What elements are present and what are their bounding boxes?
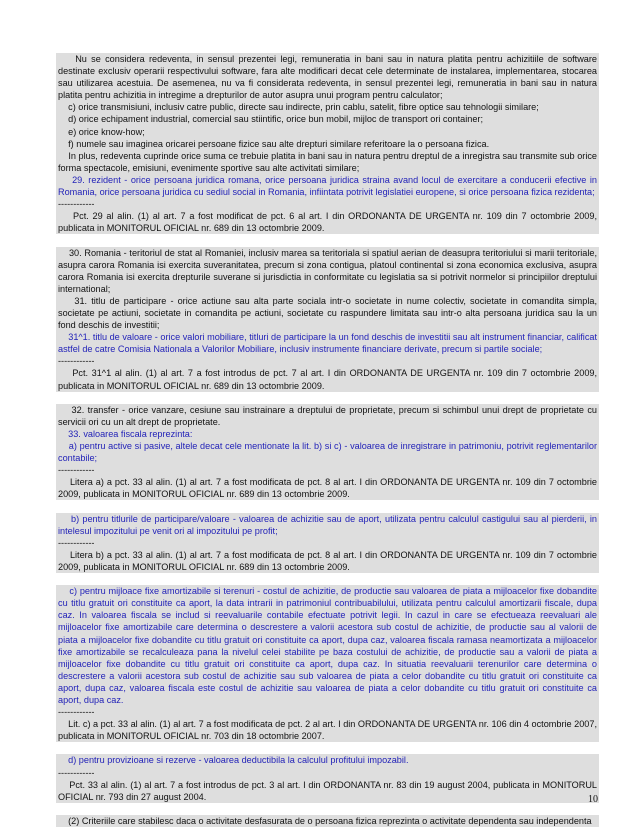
amended-text-block	[56, 331, 599, 355]
text-line: ------------	[58, 767, 95, 778]
text-block	[56, 706, 599, 742]
text-line: Lit. c) a pct. 33 al alin. (1) al art. 7 a fost modificata de pct. 2 al art. I din ORDONANTA DE URGENTA nr. 106 din 4 octombrie 2007, publicata in MONITORUL OFICIAL nr. 703 din 18 octombrie 2007.	[58, 719, 597, 742]
text-line: Pct. 29 al alin. (1) al art. 7 a fost modificat de pct. 6 al art. I din ORDONANTA DE URGENTA nr. 109 din 7 octombrie 2009, publicata in MONITORUL OFICIAL nr. 689 din 13 octombrie 2009.	[58, 211, 597, 234]
text-block	[56, 247, 599, 332]
text-line: 31^1. titlu de valoare - orice valori mobiliare, titluri de participare la un fond deschis de investitii sau alt instrument financiar, calificat astfel de catre Comisia Nationala a Valorilor Mobiliare, inclusiv instrumente financiare derivate, precum si partile sociale;	[58, 332, 597, 355]
text-block	[56, 815, 599, 827]
text-line: 32. transfer - orice vanzare, cesiune sau instrainare a dreptului de proprietate, precum si schimbul unui drept de proprietate cu servicii ori cu un alt drept de proprietate.	[58, 404, 597, 427]
text-block	[56, 767, 599, 803]
paragraph-spacer	[56, 234, 599, 246]
paragraph-spacer	[56, 742, 599, 754]
text-line: (2) Criteriile care stabilesc daca o activitate desfasurata de o persoana fizica reprezinta o activitate dependenta sau independenta	[58, 815, 592, 826]
paragraph-spacer	[56, 500, 599, 512]
text-line: 30. Romania - teritoriul de stat al Romaniei, inclusiv marea sa teritoriala si spatiul aerian de deasupra teritoriului si marii teritoriale, asupra carora Romania isi exercita suveranitatea, precum si zona contigua, platoul continental si zona economica exclusiva, asupra carora Romania isi exercita drepturile suverane si jurisdictia in conformitate cu legislatia sa si potrivit normelor si principiilor dreptului international;	[58, 247, 597, 294]
text-line: ------------	[58, 356, 95, 367]
text-line: d) pentru provizioane si rezerve - valoarea deductibila la calculul profitului impozabil.	[58, 755, 409, 766]
amended-text-block	[56, 754, 599, 766]
text-block	[56, 53, 599, 174]
text-line: Litera b) a pct. 33 al alin. (1) al art. 7 a fost modificata de pct. 8 al art. I din ORDONANTA DE URGENTA nr. 109 din 7 octombrie 2009, publicata in MONITORUL OFICIAL nr. 689 din 13 octombrie 2009.	[58, 549, 597, 572]
text-line: ------------	[58, 707, 95, 718]
text-line: d) orice echipament industrial, comercial sau stiintific, orice bun mobil, mijloc de transport ori container;	[58, 114, 483, 125]
text-line: b) pentru titlurile de participare/valoare - valoarea de achizitie sau de aport, utilizata pentru calculul castigului sau al pierderii, in intelesul impozitului pe venit ori al impozitului pe profit;	[58, 513, 597, 536]
text-block	[56, 537, 599, 573]
text-line: 31. titlu de participare - orice actiune sau alta parte sociala intr-o societate in nume colectiv, societate in comandita simpla, societate pe actiuni, societate in comandita pe actiuni, societate cu raspundere limitata sau intr-o alta persoana juridica sau la un fond deschis de investitii;	[58, 295, 597, 331]
text-line: e) orice know-how;	[58, 126, 145, 137]
text-line: f) numele sau imaginea oricarei persoane fizice sau alte drepturi similare referitoare la o persoana fizica.	[58, 138, 490, 149]
amended-text-block	[56, 585, 599, 706]
text-line: ------------	[58, 465, 95, 476]
text-line: c) orice transmisiuni, inclusiv catre public, directe sau indirecte, prin cablu, satelit, fibre optice sau tehnologii similare;	[58, 102, 539, 113]
text-line: c) pentru mijloace fixe amortizabile si terenuri - costul de achizitie, de productie sau valoarea de piata a mijloacelor fixe dobandite cu titlu gratuit ori constituite ca aport, la data intrarii in patrimoniul contribuabilului, utilizata pentru calculul amortizarii fiscale, dupa caz. In valoarea fiscala se includ si reevaluarile contabile efectuate potrivit legii. In cazul in care se efectueaza reevaluari ale mijloacelor fixe amortizabile care determina o descrestere a valorii acestora sub costul de achizitie, de productie sau al valorii de piata a mijloacelor fixe dobandite cu titlu gratuit ori constituite ca aport, dupa caz, valoarea fiscala ramasa neamortizata a mijloacelor fixe amortizabile se recalculeaza pana la nivelul celei stabilite pe baza costului de achizitie, de productie sau a valorii de piata a mijloacelor fixe dobandite cu titlu gratuit ori constituite ca aport, dupa caz. In situatia reevaluarii terenurilor care determina o descrestere a valorii acestora sub costul de achizitie sau sub valoarea de piata a celor dobandite cu titlu gratuit ori constituite ca aport, dupa caz, valoarea fiscala este costul de achizitie sau valoarea de piata a celor dobandite cu titlu gratuit ori constituite ca aport, dupa caz.	[58, 586, 597, 705]
page-number: 10	[588, 794, 598, 805]
text-block	[56, 355, 599, 391]
text-line: In plus, redeventa cuprinde orice suma ce trebuie platita in bani sau in natura pentru dreptul de a inregistra sau transmite sub orice forma spectacole, emisiuni, evenimente sportive sau alte activitati similare;	[58, 150, 597, 173]
paragraph-spacer	[56, 803, 599, 815]
text-line: 29. rezident - orice persoana juridica romana, orice persoana juridica straina avand locul de exercitare a conducerii efective in Romania, orice persoana juridica cu sediul social in Romania, infiintata potrivit legislatiei europene, si orice persoana fizica rezidenta;	[58, 174, 597, 198]
text-line: 33. valoarea fiscala reprezinta:	[58, 428, 193, 439]
text-line: Litera a) a pct. 33 al alin. (1) al art. 7 a fost modificata de pct. 8 al art. I din ORDONANTA DE URGENTA nr. 109 din 7 octombrie 2009, publicata in MONITORUL OFICIAL nr. 689 din 13 octombrie 2009.	[58, 477, 597, 500]
text-line: ------------	[58, 199, 95, 210]
text-line: a) pentru active si pasive, altele decat cele mentionate la lit. b) si c) - valoarea de inregistrare in patrimoniu, potrivit reglementarilor contabile;	[58, 441, 597, 464]
text-line: ------------	[58, 537, 95, 548]
text-block	[56, 198, 599, 234]
paragraph-spacer	[56, 573, 599, 585]
text-line: Pct. 33 al alin. (1) al art. 7 a fost introdus de pct. 3 al art. I din ORDONANTA nr. 83 din 19 august 2004, publicata in MONITORUL OFICIAL nr. 793 din 27 august 2004.	[58, 779, 597, 802]
paragraph-spacer	[56, 392, 599, 404]
document-body	[56, 53, 599, 827]
text-line: Nu se considera redeventa, in sensul prezentei legi, remuneratia in bani sau in natura platita pentru achizitiile de software destinate exclusiv operarii respectivului software, fara alte modificari decat cele determinate de instalarea, implementarea, stocarea sau utilizarea acestuia. De asemenea, nu va fi considerata redeventa, in sensul prezentei legi, remuneratia in bani sau in natura platita pentru achizitia in intregime a drepturilor de autor asupra unui program pentru calculator;	[58, 54, 597, 101]
text-line: Pct. 31^1 al alin. (1) al art. 7 a fost introdus de pct. 7 al art. I din ORDONANTA DE URGENTA nr. 109 din 7 octombrie 2009, publicata in MONITORUL OFICIAL nr. 689 din 13 octombrie 2009.	[58, 368, 597, 391]
amended-text-block	[56, 428, 599, 464]
text-block	[56, 464, 599, 500]
amended-text-block	[56, 513, 599, 537]
text-block	[56, 404, 599, 428]
amended-text-block	[56, 174, 599, 198]
